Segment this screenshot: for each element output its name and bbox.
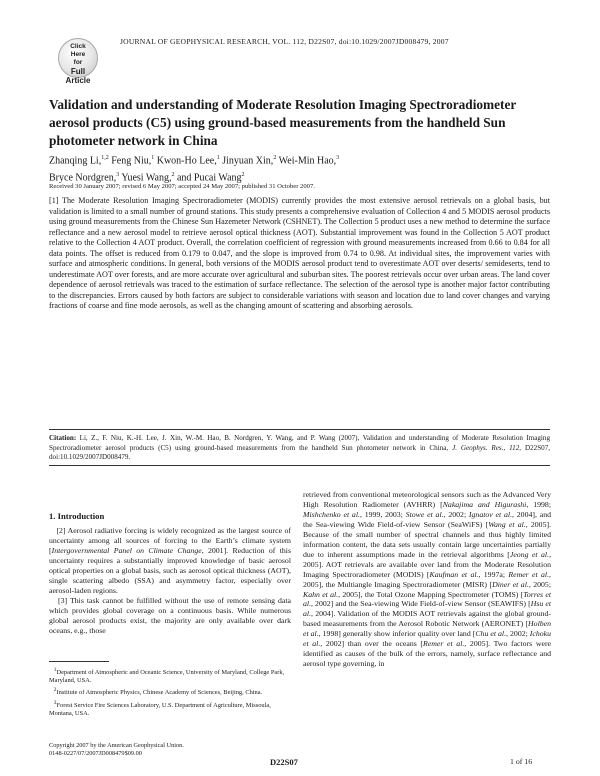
- citation-ref: Jeong et al.: [509, 549, 550, 559]
- author-name: Feng Niu,: [108, 155, 152, 167]
- right-column: [303, 490, 551, 669]
- issn-line: 0148-0227/07/2007JD008479$09.00: [49, 750, 142, 757]
- paragraph-3: [49, 596, 291, 636]
- footnotes: [49, 666, 291, 719]
- citation-ref: Kahn et al.: [303, 589, 339, 599]
- author-name: Kwon-Ho Lee,: [154, 155, 217, 167]
- citation-text-2: D22S07, doi:10.1029/2007JD008479.: [49, 443, 551, 462]
- author-affil: 2: [273, 155, 277, 161]
- left-column: [49, 526, 291, 635]
- text-run: , 1999, 2003;: [359, 509, 406, 519]
- p2-text-a: Aerosol radiative forcing is widely recognized as the largest source of uncertainty among all sources of forcing to the Earth’s climate system [: [49, 526, 292, 555]
- text-run: , 2005]. AOT retrievals are available over land from the Moderate Resolution Imaging Spectroradiometer (MODIS) [: [303, 549, 552, 579]
- author-name: Zhanqing Li,: [49, 155, 102, 167]
- badge-line-3: for: [73, 59, 83, 66]
- text-run: , 2002] than over the oceans [: [320, 639, 424, 649]
- p2-text-b: , 2001]. Reduction of this uncertainty requires a substantially improved knowledge of basic aerosol optical properties on a global basis, such as aerosol optical thickness (AOT), single scattering albedo (SSA) and asymmetry factor, especially over aerosol-laden regions.: [49, 545, 291, 595]
- copyright-block: [49, 742, 291, 758]
- author-name: and Pucai Wang: [174, 172, 242, 184]
- page-number: 1 of 16: [510, 757, 533, 766]
- citation-ref: Nakajima and Higurashi: [442, 499, 527, 509]
- text-run: , 2004]. Validation of the MODIS AOT retrievals against the global ground-based measurements from the Aerosol Robotic Network (AERONET) [: [303, 609, 551, 629]
- citation-ref: Remer et al.: [508, 569, 550, 579]
- footnote-marker: 2: [53, 687, 57, 694]
- text-run: , 2002] and the Sea-viewing Wide Field-of-view Sensor (SEAWIFS) [: [311, 599, 531, 609]
- text-run: , 2002;: [506, 629, 530, 639]
- author-line-1: [49, 151, 559, 168]
- text-run: , 2005]. Two factors were identified as causes of the bulk of the errors, namely, surface reflectance and aerosol type governing, in: [303, 639, 552, 669]
- citation-ref: Wang et al.: [488, 519, 526, 529]
- citation-rule-bottom: [49, 465, 550, 466]
- author-name: Bryce Nordgren,: [49, 172, 117, 184]
- badge-line-1: Click: [70, 43, 86, 50]
- text-run: , 2002;: [443, 509, 469, 519]
- abstract-para-number: [1]: [49, 196, 59, 205]
- author-name: Jinyuan Xin,: [219, 155, 274, 167]
- footnote-text: Department of Atmospheric and Oceanic Science, University of Maryland, College Park, Maryland, USA.: [49, 669, 285, 685]
- author-affil: 1: [151, 155, 155, 161]
- text-run: , 1997a;: [478, 569, 509, 579]
- citation-ref: Ichoku et al.: [303, 629, 552, 649]
- author-affil: 2: [171, 172, 175, 179]
- para-number: [3]: [58, 595, 68, 605]
- footnote-text: Institute of Atmospheric Physics, Chinese Academy of Sciences, Beijing, China.: [56, 689, 263, 697]
- citation-ref: Hsu et al.: [303, 599, 551, 619]
- citation-text-1: Li, Z., F. Niu, K.-H. Lee, J. Xin, W.-M. Hao, B. Nordgren, Y. Wang, and P. Wang (2007), Validation and understanding of Moderate Resolution Imaging Spectroradiometer aerosol products (C5) using ground-based measurements from the handheld Sun photometer network in China,: [49, 434, 550, 452]
- citation-ref: Remer et al.: [423, 639, 465, 649]
- citation-label: Citation:: [49, 434, 77, 442]
- paper-title: Validation and understanding of Moderate Resolution Imaging Spectroradiometer aerosol products (C5) using ground-based measurements from the handheld Sun photometer network in China: [49, 97, 517, 148]
- author-affil: 3: [116, 172, 120, 179]
- copyright-line: Copyright 2007 by the American Geophysical Union.: [49, 742, 184, 749]
- section-heading: 1. Introduction: [49, 511, 105, 521]
- full-article-badge[interactable]: [58, 38, 98, 85]
- citation-ref: Mishchenko et al.: [303, 509, 360, 519]
- author-name: Yuesi Wang,: [119, 172, 172, 184]
- running-head: JOURNAL OF GEOPHYSICAL RESEARCH, VOL. 112, D22S07, doi:10.1029/2007JD008479, 2007: [120, 37, 449, 46]
- citation-ref: Stowe et al.: [405, 509, 444, 519]
- text-run: , 2005;: [528, 579, 551, 589]
- footnote-marker: 1: [53, 667, 57, 673]
- footnote-rule: [49, 661, 109, 662]
- author-name: Wei-Min Hao,: [276, 155, 337, 167]
- citation-ref: Torres et al.: [303, 589, 551, 609]
- text-run: , 2005], the Total Ozone Mapping Spectrometer (TOMS) [: [338, 589, 524, 599]
- footnote-text: Forest Service Fire Sciences Laboratory, U.S. Department of Agriculture, Missoula, Montana, USA.: [49, 701, 271, 717]
- citation-ref: Chu et al.: [475, 629, 507, 639]
- citation-ref: Kaufman et al.: [429, 569, 479, 579]
- author-list: [49, 151, 559, 186]
- author-affil: 2: [241, 172, 245, 179]
- badge-line-4: Full Article: [65, 67, 91, 85]
- abstract: [49, 196, 550, 312]
- text-run: , 2004], and the Sea-viewing Wide Field-of-view Sensor (SeaWiFS) [: [303, 509, 551, 529]
- para-number: [2]: [56, 526, 66, 535]
- author-affil: 1,2: [101, 155, 109, 161]
- text-run: , 1998] generally show inferior quality over land [: [318, 629, 476, 639]
- paragraph-2: [49, 526, 291, 596]
- text-run: retrieved from conventional meteorological sensors such as the Advanced Very High Resolution Radiometer (AVHRR) [: [303, 490, 551, 509]
- right-column-paragraph: [303, 490, 551, 669]
- abstract-text: The Moderate Resolution Imaging Spectroradiometer (MODIS) currently provides the most extensive aerosol retrievals on a global basis, but validation is limited to a small number of ground stations. This study presents a comprehensive evaluation of Collection 4 and 5 MODIS aerosol products using ground measurements from the Chinese Sun Hazemeter Network (CSHNET). The Collection 5 product uses a new method to determine the surface reflectance and a new aerosol model to retrieve aerosol optical thickness (AOT). Substantial improvement was found in the Collection 5 AOT product relative to the Collection 4 AOT product. Overall, the correlation coefficient of regression with ground measurements increased from 0.66 to 0.84 for all data points. The offset is reduced from 0.179 to 0.047, and the slope is improved from 0.74 to 0.98. At individual sites, the improvement varies with surface and atmospheric conditions. In general, both versions of the MODIS aerosol product tend to overestimate AOT over deserts/ semideserts, tend to underestimate AOT over forests, and are more accurate over agricultural and suburban sites. The poorest retrievals occur over urban areas. The land cover dependence of aerosol retrievals was traced to the estimation of surface reflectance. The selection of the aerosol type is another major factor contributing to the discrepancies. Errors caused by both factors are subject to considerable variations with season and location due to land cover changes and varying fractions of coarse and fine mode aerosols, as well as the changing amount of scattering and absorbing aerosols.: [49, 196, 550, 311]
- citation-block: [49, 434, 550, 463]
- footnote-marker: 3: [53, 699, 57, 706]
- p2-ref: Intergovernmental Panel on Climate Change: [51, 545, 202, 555]
- footnote: [49, 699, 291, 718]
- citation-ref: Holben et al.: [303, 619, 551, 639]
- text-run: , 2005]. Because of the small number of spectral channels and thus highly limited information content, the data sets usually contain large uncertainties partially due to inherent assumptions made in the retrieval algorithms [: [303, 519, 552, 559]
- citation-ref: Ignatov et al.: [468, 509, 513, 519]
- author-affil: 1: [216, 155, 220, 161]
- author-affil: 3: [336, 155, 340, 161]
- citation-ref: Diner et al.: [492, 579, 529, 589]
- abstract-rule-top: [49, 429, 550, 430]
- text-run: , 1998;: [526, 499, 551, 509]
- p3-text: This task cannot be fulfilled without the use of remote sensing data which provides global coverage on a continuous basis. While numerous global aerosol products exist, the majority are only available over dark oceans, e.g., those: [49, 595, 292, 635]
- received-dates: Received 30 January 2007; revised 6 May 2007; accepted 24 May 2007; published 31 October 2007.: [49, 183, 315, 190]
- footnote: [49, 666, 291, 685]
- footnote: [49, 686, 291, 697]
- citation-journal: J. Geophys. Res., 112,: [452, 443, 522, 452]
- text-run: , 2005], the Multiangle Imaging Spectroradiometer (MISR) [: [303, 569, 551, 589]
- document-id: D22S07: [270, 757, 298, 767]
- badge-line-2: Here: [70, 51, 86, 58]
